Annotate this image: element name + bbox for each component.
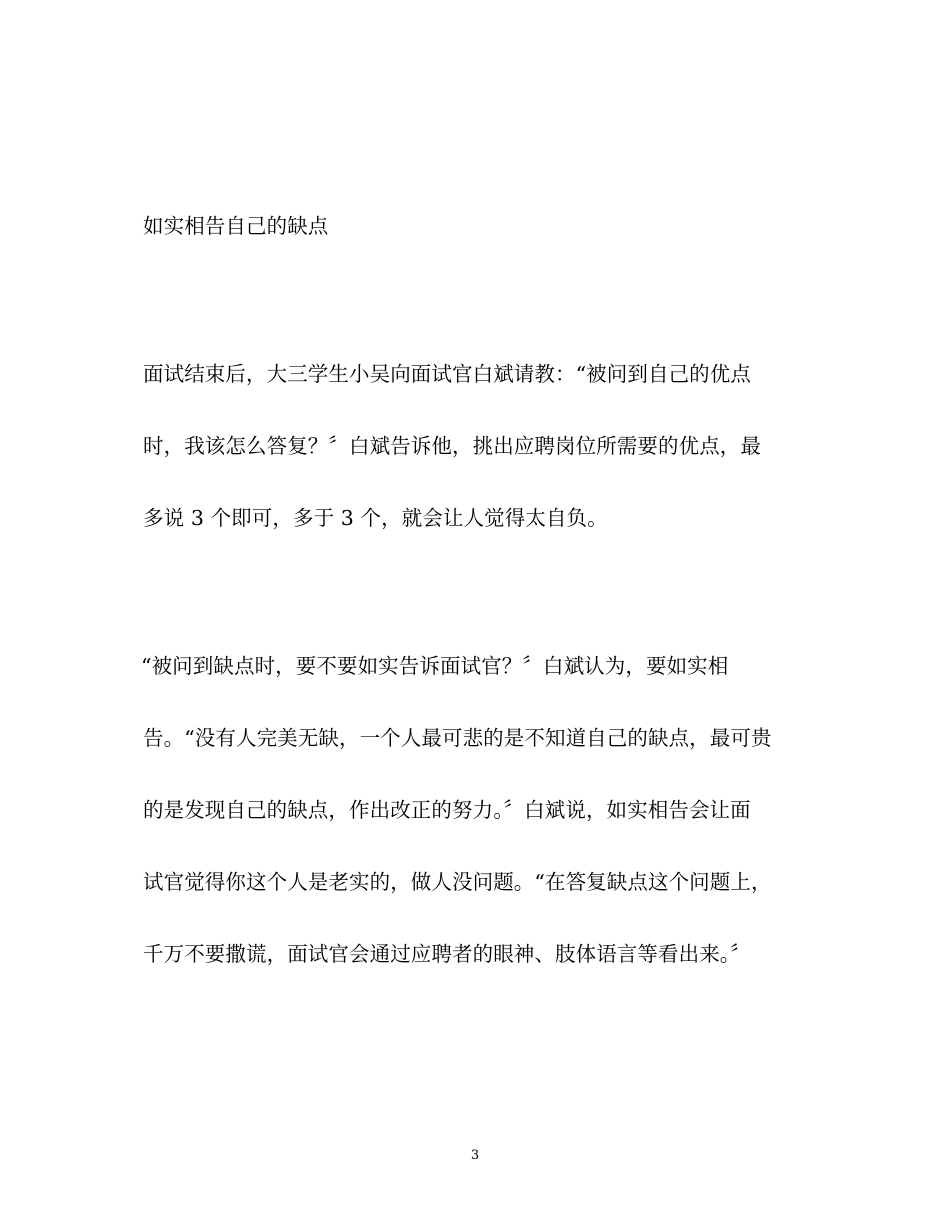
paragraph-line: 千万不要撒谎，面试官会通过应聘者的眼神、肢体语言等看出来。〞 [143,942,751,966]
paragraph-line: 的是发现自己的缺点，作出改正的努力。〞白斌说，如实相告会让面 [143,798,751,822]
paragraph-line: 试官觉得你这个人是老实的，做人没问题。“在答复缺点这个问题上， [143,870,772,894]
paragraph-line: “被问到缺点时，要不要如实告诉面试官？〞白斌认为，要如实相 [141,654,729,678]
paragraph-line: 告。“没有人完美无缺，一个人最可悲的是不知道自己的缺点，最可贵 [143,726,772,750]
page-number: 3 [470,1148,480,1163]
section-heading: 如实相告自己的缺点 [143,214,329,238]
paragraph-line: 多说 3 个即可，多于 3 个，就会让人觉得太自负。 [143,506,608,530]
paragraph-line: 面试结束后，大三学生小吴向面试官白斌请教：“被问到自己的优点 [143,362,751,386]
paragraph-line: 时，我该怎么答复？〞白斌告诉他，挑出应聘岗位所需要的优点，最 [143,434,761,458]
